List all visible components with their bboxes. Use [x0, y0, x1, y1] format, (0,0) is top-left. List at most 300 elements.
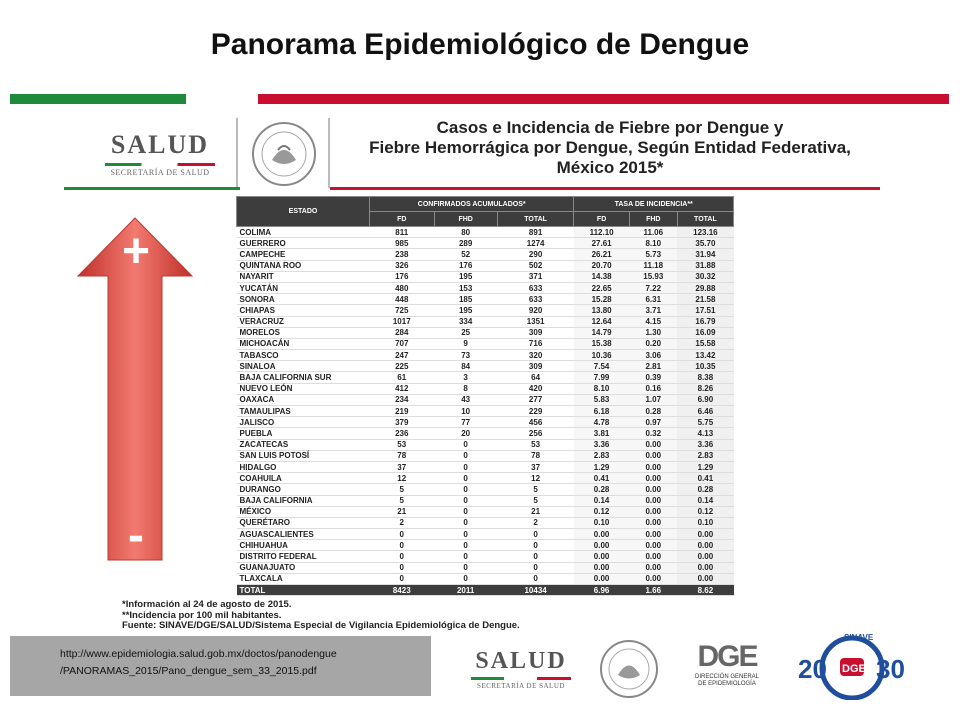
value-cell: 219: [370, 406, 435, 417]
value-cell: 0.32: [629, 428, 677, 439]
table-row: [237, 406, 734, 417]
value-cell: 2: [497, 517, 574, 528]
value-cell: 29.88: [677, 282, 733, 293]
state-cell: TAMAULIPAS: [237, 406, 370, 417]
table-row: [237, 529, 734, 540]
value-cell: 0: [434, 517, 497, 528]
value-cell: 8423: [370, 585, 435, 596]
value-cell: 8.38: [677, 372, 733, 383]
state-cell: COLIMA: [237, 227, 370, 238]
value-cell: 11.18: [629, 260, 677, 271]
value-cell: 0: [434, 551, 497, 562]
table-row: [237, 305, 734, 316]
table-row: [237, 361, 734, 372]
value-cell: 8.10: [574, 383, 629, 394]
header-rule-green: [64, 187, 240, 190]
note-line: *Información al 24 de agosto de 2015.: [122, 599, 292, 610]
value-cell: 4.13: [677, 428, 733, 439]
value-cell: 1.29: [574, 461, 629, 472]
value-cell: 20.70: [574, 260, 629, 271]
value-cell: 35.70: [677, 238, 733, 249]
value-cell: 3.71: [629, 305, 677, 316]
header-divider: [236, 118, 238, 188]
value-cell: 247: [370, 350, 435, 361]
value-cell: 176: [370, 271, 435, 282]
value-cell: 334: [434, 316, 497, 327]
value-cell: 320: [497, 350, 574, 361]
value-cell: 27.61: [574, 238, 629, 249]
value-cell: 0.97: [629, 417, 677, 428]
value-cell: 277: [497, 394, 574, 405]
value-cell: 21: [370, 506, 435, 517]
salud-logo-subtitle: SECRETARÍA DE SALUD: [110, 168, 210, 177]
page-title: Panorama Epidemiológico de Dengue: [210, 28, 750, 61]
table-row: [237, 350, 734, 361]
value-cell: 0: [497, 529, 574, 540]
table-row: [237, 294, 734, 305]
state-cell: COAHUILA: [237, 473, 370, 484]
value-cell: 17.51: [677, 305, 733, 316]
value-cell: 0: [434, 529, 497, 540]
value-cell: 37: [370, 461, 435, 472]
value-cell: 0.28: [629, 406, 677, 417]
value-cell: 5: [370, 495, 435, 506]
value-cell: 0.00: [574, 573, 629, 584]
table-row: [237, 249, 734, 260]
value-cell: 11.06: [629, 227, 677, 238]
value-cell: 0: [497, 540, 574, 551]
value-cell: 284: [370, 327, 435, 338]
value-cell: 4.15: [629, 316, 677, 327]
value-cell: 31.94: [677, 249, 733, 260]
value-cell: 16.09: [677, 327, 733, 338]
value-cell: 811: [370, 227, 435, 238]
value-cell: 1351: [497, 316, 574, 327]
table-caption: [330, 118, 890, 178]
value-cell: 633: [497, 294, 574, 305]
value-cell: 716: [497, 338, 574, 349]
state-cell: NAYARIT: [237, 271, 370, 282]
mexico-seal-icon: [250, 120, 318, 188]
state-cell: MÉXICO: [237, 506, 370, 517]
value-cell: 7.22: [629, 282, 677, 293]
value-cell: 448: [370, 294, 435, 305]
value-cell: 0: [434, 495, 497, 506]
value-cell: 78: [497, 450, 574, 461]
value-cell: 0.00: [574, 551, 629, 562]
value-cell: 15.38: [574, 338, 629, 349]
value-cell: 256: [497, 428, 574, 439]
value-cell: 0.41: [677, 473, 733, 484]
value-cell: 633: [497, 282, 574, 293]
value-cell: 0.28: [574, 484, 629, 495]
value-cell: 2: [370, 517, 435, 528]
table-row: [237, 372, 734, 383]
value-cell: 920: [497, 305, 574, 316]
value-cell: 13.42: [677, 350, 733, 361]
value-cell: 0: [434, 450, 497, 461]
value-cell: 78: [370, 450, 435, 461]
value-cell: 14.38: [574, 271, 629, 282]
value-cell: 0.41: [574, 473, 629, 484]
value-cell: 10434: [497, 585, 574, 596]
value-cell: 0.00: [629, 450, 677, 461]
value-cell: 0.00: [677, 540, 733, 551]
value-cell: 2.83: [574, 450, 629, 461]
value-cell: 236: [370, 428, 435, 439]
value-cell: 2.81: [629, 361, 677, 372]
value-cell: 64: [497, 372, 574, 383]
state-cell: MICHOACÁN: [237, 338, 370, 349]
value-cell: 0.00: [629, 551, 677, 562]
value-cell: 229: [497, 406, 574, 417]
value-cell: 10.36: [574, 350, 629, 361]
mexico-seal-icon: [598, 638, 660, 700]
value-cell: 15.28: [574, 294, 629, 305]
value-cell: 0.00: [629, 562, 677, 573]
value-cell: 1.66: [629, 585, 677, 596]
value-cell: 9: [434, 338, 497, 349]
state-cell: SAN LUIS POTOSÍ: [237, 450, 370, 461]
value-cell: 707: [370, 338, 435, 349]
sinave-text: SINAVE: [844, 633, 874, 642]
value-cell: 0: [370, 551, 435, 562]
value-cell: 8: [434, 383, 497, 394]
value-cell: 5.73: [629, 249, 677, 260]
state-cell: QUINTANA ROO: [237, 260, 370, 271]
value-cell: 891: [497, 227, 574, 238]
value-cell: 238: [370, 249, 435, 260]
state-cell: TABASCO: [237, 350, 370, 361]
table-row: [237, 417, 734, 428]
value-cell: 0.00: [677, 573, 733, 584]
value-cell: 0.00: [629, 484, 677, 495]
state-cell: TOTAL: [237, 585, 370, 596]
value-cell: 0: [434, 540, 497, 551]
value-cell: 379: [370, 417, 435, 428]
value-cell: 21.58: [677, 294, 733, 305]
value-cell: 225: [370, 361, 435, 372]
value-cell: 371: [497, 271, 574, 282]
value-cell: 0.14: [677, 495, 733, 506]
table-row: [237, 461, 734, 472]
dengue-table: [236, 196, 734, 596]
caption-line: Fiebre Hemorrágica por Dengue, Según Entidad Federativa,: [369, 138, 851, 157]
table-row: [237, 495, 734, 506]
source-url-line[interactable]: http://www.epidemiologia.salud.gob.mx/doctos/panodengue: [60, 648, 337, 660]
table-row: [237, 282, 734, 293]
value-cell: 0.00: [574, 562, 629, 573]
caption-line: México 2015*: [556, 158, 664, 177]
state-cell: GUERRERO: [237, 238, 370, 249]
value-cell: 0.20: [629, 338, 677, 349]
value-cell: 0: [497, 562, 574, 573]
table-row: [237, 517, 734, 528]
state-cell: NUEVO LEÓN: [237, 383, 370, 394]
value-cell: 31.88: [677, 260, 733, 271]
value-cell: 0: [370, 529, 435, 540]
note-line: **Incidencia por 100 mil habitantes.: [122, 609, 282, 621]
value-cell: 5.75: [677, 417, 733, 428]
value-cell: 0: [370, 562, 435, 573]
table-row: [237, 260, 734, 271]
salud-logo-word: SALUD: [475, 648, 567, 674]
value-cell: 0.00: [574, 529, 629, 540]
state-cell: BAJA CALIFORNIA SUR: [237, 372, 370, 383]
group-confirmados: CONFIRMADOS ACUMULADOS*: [370, 197, 574, 212]
state-cell: OAXACA: [237, 394, 370, 405]
value-cell: 12: [497, 473, 574, 484]
value-cell: 985: [370, 238, 435, 249]
value-cell: 0.12: [677, 506, 733, 517]
sinave-logo-icon: [792, 630, 912, 700]
value-cell: 73: [434, 350, 497, 361]
value-cell: 84: [434, 361, 497, 372]
value-cell: 1.30: [629, 327, 677, 338]
value-cell: 10.35: [677, 361, 733, 372]
table-notes: [122, 600, 520, 632]
sub-header: FHD: [434, 212, 497, 227]
value-cell: 16.79: [677, 316, 733, 327]
value-cell: 5: [370, 484, 435, 495]
table-row: [237, 473, 734, 484]
value-cell: 289: [434, 238, 497, 249]
value-cell: 309: [497, 361, 574, 372]
dge-logo-word: DGE: [697, 640, 757, 673]
sub-header: FD: [370, 212, 435, 227]
value-cell: 0: [434, 484, 497, 495]
value-cell: 12: [370, 473, 435, 484]
arrow-plus-label: +: [121, 225, 151, 278]
value-cell: 6.18: [574, 406, 629, 417]
header-rule-red: [330, 187, 880, 190]
value-cell: 8.26: [677, 383, 733, 394]
value-cell: 0: [434, 573, 497, 584]
salud-logo-stripe: [105, 163, 215, 166]
sub-header: TOTAL: [677, 212, 733, 227]
state-cell: QUERÉTARO: [237, 517, 370, 528]
state-cell: MORELOS: [237, 327, 370, 338]
value-cell: 195: [434, 271, 497, 282]
total-row: [237, 585, 734, 596]
value-cell: 153: [434, 282, 497, 293]
value-cell: 195: [434, 305, 497, 316]
table-row: [237, 562, 734, 573]
state-cell: GUANAJUATO: [237, 562, 370, 573]
salud-logo-stripe: [471, 677, 571, 680]
table-row: [237, 316, 734, 327]
value-cell: 6.96: [574, 585, 629, 596]
value-cell: 0.00: [629, 461, 677, 472]
dge-logo-subtitle: DIRECCIÓN GENERAL: [694, 674, 759, 680]
table-row: [237, 439, 734, 450]
value-cell: 0.00: [629, 573, 677, 584]
value-cell: 412: [370, 383, 435, 394]
green-accent-bar: [10, 94, 186, 104]
state-cell: DISTRITO FEDERAL: [237, 551, 370, 562]
value-cell: 290: [497, 249, 574, 260]
group-tasa: TASA DE INCIDENCIA**: [574, 197, 734, 212]
value-cell: 0.00: [629, 495, 677, 506]
state-cell: SINALOA: [237, 361, 370, 372]
value-cell: 43: [434, 394, 497, 405]
value-cell: 30.32: [677, 271, 733, 282]
value-cell: 2011: [434, 585, 497, 596]
table-row: [237, 506, 734, 517]
state-cell: PUEBLA: [237, 428, 370, 439]
table-row: [237, 383, 734, 394]
salud-logo-footer: [466, 648, 576, 690]
value-cell: 112.10: [574, 227, 629, 238]
table-row: [237, 271, 734, 282]
dge-logo-subtitle: DE EPIDEMIOLOGÍA: [698, 681, 756, 687]
value-cell: 0.00: [629, 529, 677, 540]
value-cell: 1.07: [629, 394, 677, 405]
value-cell: 0.00: [629, 439, 677, 450]
value-cell: 6.90: [677, 394, 733, 405]
value-cell: 185: [434, 294, 497, 305]
value-cell: 0.00: [629, 540, 677, 551]
value-cell: 326: [370, 260, 435, 271]
value-cell: 0.16: [629, 383, 677, 394]
state-cell: SONORA: [237, 294, 370, 305]
sub-header: FHD: [629, 212, 677, 227]
value-cell: 80: [434, 227, 497, 238]
value-cell: 309: [497, 327, 574, 338]
value-cell: 10: [434, 406, 497, 417]
value-cell: 4.78: [574, 417, 629, 428]
value-cell: 5: [497, 484, 574, 495]
value-cell: 12.64: [574, 316, 629, 327]
value-cell: 176: [434, 260, 497, 271]
value-cell: 37: [497, 461, 574, 472]
value-cell: 22.65: [574, 282, 629, 293]
value-cell: 234: [370, 394, 435, 405]
value-cell: 5: [497, 495, 574, 506]
value-cell: 15.58: [677, 338, 733, 349]
red-accent-bar: [258, 94, 949, 104]
value-cell: 0.00: [677, 562, 733, 573]
state-cell: ZACATECAS: [237, 439, 370, 450]
arrow-minus-label: -: [128, 509, 144, 562]
state-cell: VERACRUZ: [237, 316, 370, 327]
value-cell: 20: [434, 428, 497, 439]
value-cell: 0: [434, 506, 497, 517]
state-cell: CAMPECHE: [237, 249, 370, 260]
value-cell: 123.16: [677, 227, 733, 238]
value-cell: 21: [497, 506, 574, 517]
table-row: [237, 394, 734, 405]
value-cell: 26.21: [574, 249, 629, 260]
value-cell: 15.93: [629, 271, 677, 282]
value-cell: 77: [434, 417, 497, 428]
value-cell: 3.06: [629, 350, 677, 361]
table-row: [237, 227, 734, 238]
value-cell: 0.28: [677, 484, 733, 495]
value-cell: 1274: [497, 238, 574, 249]
value-cell: 480: [370, 282, 435, 293]
table-row: [237, 238, 734, 249]
value-cell: 8.62: [677, 585, 733, 596]
table-row: [237, 484, 734, 495]
value-cell: 0: [497, 551, 574, 562]
value-cell: 5.83: [574, 394, 629, 405]
source-url-line[interactable]: /PANORAMAS_2015/Pano_dengue_sem_33_2015.pdf: [60, 665, 317, 677]
state-cell: JALISCO: [237, 417, 370, 428]
state-cell: TLAXCALA: [237, 573, 370, 584]
state-cell: DURANGO: [237, 484, 370, 495]
value-cell: 0.14: [574, 495, 629, 506]
value-cell: 0: [434, 473, 497, 484]
value-cell: 0: [370, 540, 435, 551]
value-cell: 13.80: [574, 305, 629, 316]
sinave-center: DGE: [842, 663, 866, 675]
table-row: [237, 450, 734, 461]
value-cell: 502: [497, 260, 574, 271]
value-cell: 14.79: [574, 327, 629, 338]
table-row: [237, 327, 734, 338]
sub-header: TOTAL: [497, 212, 574, 227]
value-cell: 0: [434, 439, 497, 450]
value-cell: 0: [434, 461, 497, 472]
value-cell: 420: [497, 383, 574, 394]
value-cell: 725: [370, 305, 435, 316]
value-cell: 0.00: [677, 529, 733, 540]
value-cell: 8.10: [629, 238, 677, 249]
value-cell: 52: [434, 249, 497, 260]
note-line: Fuente: SINAVE/DGE/SALUD/Sistema Especial de Vigilancia Epidemiológica de Dengue.: [122, 620, 520, 631]
salud-logo-subtitle: SECRETARÍA DE SALUD: [477, 682, 565, 690]
table-row: [237, 573, 734, 584]
value-cell: 0.00: [677, 551, 733, 562]
value-cell: 1.29: [677, 461, 733, 472]
salud-logo-word: SALUD: [110, 130, 210, 159]
value-cell: 0.00: [629, 506, 677, 517]
value-cell: 0: [370, 573, 435, 584]
value-cell: 25: [434, 327, 497, 338]
value-cell: 2.83: [677, 450, 733, 461]
value-cell: 0.10: [574, 517, 629, 528]
value-cell: 3: [434, 372, 497, 383]
state-cell: CHIHUAHUA: [237, 540, 370, 551]
state-cell: YUCATÁN: [237, 282, 370, 293]
state-cell: HIDALGO: [237, 461, 370, 472]
state-cell: CHIAPAS: [237, 305, 370, 316]
value-cell: 0.12: [574, 506, 629, 517]
value-cell: 0.00: [574, 540, 629, 551]
value-cell: 456: [497, 417, 574, 428]
value-cell: 3.36: [574, 439, 629, 450]
sub-header: FD: [574, 212, 629, 227]
value-cell: 0: [497, 573, 574, 584]
value-cell: 0: [434, 562, 497, 573]
state-cell: AGUASCALIENTES: [237, 529, 370, 540]
value-cell: 53: [497, 439, 574, 450]
value-cell: 1017: [370, 316, 435, 327]
value-cell: 53: [370, 439, 435, 450]
value-cell: 0.00: [629, 517, 677, 528]
sinave-year-left: 20: [798, 654, 827, 684]
value-cell: 6.31: [629, 294, 677, 305]
salud-logo-header: [100, 130, 220, 177]
table-row: [237, 551, 734, 562]
col-estado: ESTADO: [237, 197, 370, 227]
value-cell: 3.81: [574, 428, 629, 439]
value-cell: 6.46: [677, 406, 733, 417]
caption-line: Casos e Incidencia de Fiebre por Dengue y: [436, 118, 784, 137]
table-row: [237, 428, 734, 439]
dge-logo: [672, 640, 782, 688]
